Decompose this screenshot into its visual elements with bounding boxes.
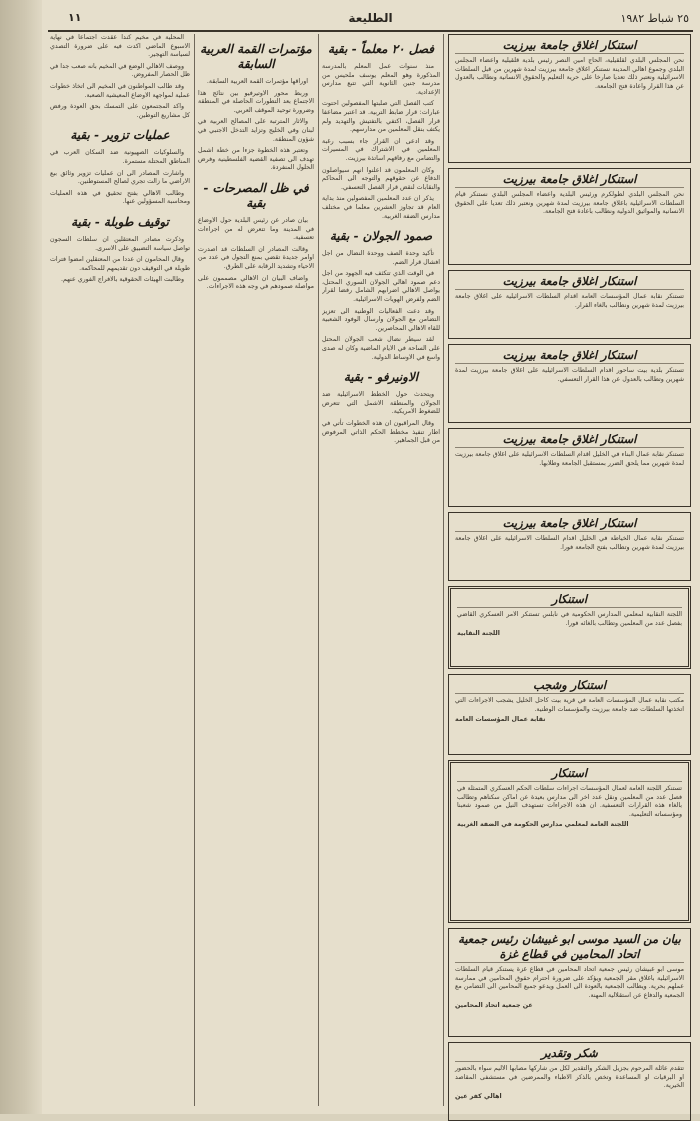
article-paragraph: لقد سيطر نضال شعب الجولان المحتل على الساحة في الايام الماضية وكان له صدى واسع في الاوساط الدولية. bbox=[322, 336, 440, 361]
notice-signature: اللجنة النقابية bbox=[457, 630, 500, 638]
notice-text: تستنكر نقابة عمال البناء في الخليل اقدام السلطات الاسرائيلية على اغلاق جامعة بيرزيت لمدة شهرين مما يلحق الضرر بمستقبل الجامعة وطلابها. bbox=[455, 451, 684, 467]
article-paragraph: يذكر ان عدد المعلمين المفصولين منذ بداية العام قد تجاوز العشرين معلما في مختلف مدارس الضفة الغربية. bbox=[322, 195, 440, 220]
page-binding-shadow bbox=[0, 0, 42, 1114]
article-column bbox=[198, 34, 314, 1106]
article-paragraph: والسلوكيات الصهيونية ضد السكان العرب في المناطق المحتلة مستمرة. bbox=[50, 149, 190, 165]
notice-title: استنكار bbox=[457, 592, 682, 608]
notice-text: تتقدم عائلة المرحوم بجزيل الشكر والتقدير لكل من شاركها مصابها الاليم سواء بالحضور او البرقيات او المساعدة وتخص بالذكر الاطباء والممرضين في مستشفى المقاصد الخيرية. bbox=[455, 1065, 684, 1090]
notice-title: استنكار اغلاق جامعة بيرزيت bbox=[455, 38, 684, 54]
notice-box bbox=[448, 512, 691, 581]
article-paragraph: تأكيد وحدة الصف ووحدة النضال من اجل افشال قرار الضم. bbox=[322, 250, 440, 266]
notice-title: استنكار اغلاق جامعة بيرزيت bbox=[455, 274, 684, 290]
notices-column bbox=[448, 34, 691, 1106]
article-paragraph: المحلية في مخيم كندا عقدت اجتماعا في نهاية الاسبوع الماضي اكدت فيه على ضرورة التصدي لسياسة التهجير. bbox=[50, 34, 190, 59]
notice-text: اللجنة النقابية لمعلمي المدارس الحكومية في نابلس تستنكر الامر العسكري القاضي بفصل عدد من المعلمين وتطالب بالغائه فورا. bbox=[457, 611, 682, 627]
article-paragraph: منذ سنوات عمل المعلم بالمدرسة المذكورة وهو المعلم يوسف ملحيس من مدرسة جنين الثانوية التي تتبع مدارس الإعدادية. bbox=[322, 63, 440, 96]
article-paragraph: وكان المعلمون قد اعلنوا انهم سيواصلون الدفاع عن حقوقهم والتوجه الى المحاكم والنقابات لنقض قرار الفصل التعسفي. bbox=[322, 166, 440, 191]
notice-box bbox=[448, 760, 691, 923]
notice-title: استنكار اغلاق جامعة بيرزيت bbox=[455, 172, 684, 188]
article-headline: صمود الجولان - بقية bbox=[329, 229, 433, 244]
article-paragraph: بيان صادر عن رئيس البلدية حول الاوضاع في المدينة وما تتعرض له من اجراءات تعسفية. bbox=[198, 216, 314, 242]
notice-title: بيان من السيد موسى ابو غبيشان رئيس جمعية اتحاد المحامين في قطاع غزة bbox=[455, 932, 684, 963]
article-paragraph: وقد دعت الفعاليات الوطنية الى تعزيز التضامن مع الجولان وارسال الوفود الشعبية للقاء الاهالي المحاصرين. bbox=[322, 307, 440, 332]
article-paragraph: ويتحدث حول الخطط الاسرائيلية ضد الجولان والمنطقة الاشمل التي تتعرض للضغوط الامريكية. bbox=[322, 391, 440, 416]
paper-name: الطليعة bbox=[348, 11, 393, 25]
article-headline: الاونيرفو - بقية bbox=[343, 370, 419, 385]
article-paragraph: وقالت المصادر ان السلطات قد اصدرت اوامر جديدة تقضي بمنع التجول في عدد من الاحياء وتشديد الرقابة على الطرق. bbox=[198, 245, 314, 270]
article-headline: مؤتمرات القمة العربية السابقة bbox=[200, 42, 312, 71]
column-rule bbox=[443, 34, 444, 1106]
notice-box bbox=[448, 1042, 691, 1121]
column-rule bbox=[318, 34, 319, 1106]
notice-title: استنكار وشجب bbox=[455, 678, 684, 694]
page-number: ١١ bbox=[68, 11, 82, 24]
issue-date: ٢٥ شباط ١٩٨٢ bbox=[620, 12, 689, 25]
article-headline: عمليات تزوير - بقية bbox=[70, 128, 170, 143]
notice-title: استنكار اغلاق جامعة بيرزيت bbox=[455, 516, 684, 532]
article-paragraph: كتب الفصل التي صلبتها المفصولين احتوت عبارات: قرار ضابط التربية. قد اعتبر مضاعفا قرار الفصل، اكتفي بالتفتيش والتهديد ولم يكتف بنقل المعلمين من مدارسهم. bbox=[322, 100, 440, 134]
notice-box bbox=[448, 344, 691, 423]
article-paragraph: وذكرت مصادر المعتقلين ان سلطات السجون تواصل سياسة التضييق على الاسرى. bbox=[50, 235, 190, 252]
article-paragraph: وقد ادعى ان القرار جاء بسبب رغبة المعلمين في الاشتراك في المسيرات والتضامن مع رفاقهم اساتذة بيرزيت. bbox=[322, 137, 440, 162]
article-paragraph: والاثار المترتبة على المصالح العربية في لبنان وفي الخليج وتزايد التدخل الاجنبي في شؤون المنطقة. bbox=[198, 118, 314, 143]
notice-text: تستنكر نقابة عمال المؤسسات العامة اقدام السلطات الاسرائيلية على اغلاق جامعة بيرزيت لمدة شهرين ونطالب بالغاء القرار. bbox=[455, 293, 684, 309]
notice-text: تستنكر بلدية بيت ساحور اقدام السلطات الاسرائيلية على اغلاق جامعة بيرزيت لمدة شهرين وتطالب بالعدول عن هذا القرار التعسفي. bbox=[455, 367, 684, 383]
notice-box bbox=[448, 586, 691, 669]
notice-signature: عن جمعية اتحاد المحامين bbox=[455, 1002, 533, 1010]
article-headline: فصل ٢٠ معلماً - بقية bbox=[327, 42, 435, 56]
notice-text: مكتب نقابة عمال المؤسسات العامة في قرية بيت كاحل الخليل يشجب الاجراءات التي اتخذتها السلطات ضد جامعة بيرزيت والمؤسسات الوطنية. bbox=[455, 697, 684, 713]
article-paragraph: ووصف الاهالي الوضع في المخيم بانه صعب جدا في ظل الحصار المفروض. bbox=[50, 62, 190, 79]
article-paragraph: وربط محور الاوتيرفيو بين نتائج هذا الاجتماع بعد التطورات الحاصلة في المنطقة وضرورة توحيد الموقف العربي. bbox=[198, 89, 314, 114]
article-paragraph: واضاف البيان ان الاهالي مصممون على مواصلة صمودهم في وجه هذه الاجراءات. bbox=[198, 274, 314, 291]
article-paragraph: وقال المراقبون ان هذه الخطوات تأتي في اطار تنفيذ مخطط الحكم الذاتي المرفوض من قبل الجماهير. bbox=[322, 420, 440, 445]
notice-box bbox=[448, 270, 691, 339]
article-paragraph: واشارت المصادر الى ان عمليات تزوير وثائق بيع الاراضي ما زالت تجري لصالح المستوطنين. bbox=[50, 169, 190, 186]
notice-title: استنكار bbox=[457, 766, 682, 782]
notice-box bbox=[448, 168, 691, 265]
column-rule bbox=[194, 34, 195, 1106]
notice-box bbox=[448, 928, 691, 1037]
article-column bbox=[50, 34, 190, 1106]
notice-box bbox=[448, 34, 691, 163]
notice-text: تستنكر اللجنة العامة لعمال المؤسسات اجراءات سلطات الحكم العسكري المتمثلة في فصل عدد من المعلمين ونقل عدد اخر الى مدارس بعيدة عن اماكن سكناهم وتطالب بالغاء هذه القرارات التعسفية. ان هذه الاجراءات تستهدف النيل من صمود شعبنا ومؤسساته التعليمية. bbox=[457, 785, 682, 818]
notice-text: نحن المجلس البلدي لقلقيلية، الحاج امين النصر رئيس بلدية قلقيلية واعضاء المجلس البلدي وجموع اهالي المدينة نستنكر اغلاق جامعة بيرزيت لمدة شهرين من قبل السلطات الاسرائيلية ونعتبر ذلك تعديا صارخا على حرية التعليم والحقوق الانسانية ونطالب بالعدول عن هذا القرار واعادة فتح الجامعة. bbox=[455, 57, 684, 90]
article-paragraph: في الوقت الذي تتكثف فيه الجهود من اجل دعم صمود اهالي الجولان السوري المحتل، يواصل الاهالي اضرابهم الشامل رفضا لقرار الضم ولفرض الهويات الاسرائيلية. bbox=[322, 270, 440, 304]
article-paragraph: وطالبت الهيئات الحقوقية بالافراج الفوري عنهم. bbox=[60, 276, 184, 284]
notice-signature: نقابة عمال المؤسسات العامة bbox=[455, 716, 546, 724]
article-paragraph: وطالب الاهالي بفتح تحقيق في هذه العمليات ومحاسبة المسؤولين عنها. bbox=[50, 189, 190, 206]
notice-box bbox=[448, 428, 691, 507]
notice-text: نحن المجلس البلدي لطولكرم ورئيس البلدية واعضاء المجلس البلدي نستنكر قيام السلطات الاسرائيلية باغلاق جامعة بيرزيت لمدة شهرين ونعتبر ذلك تعديا على الحقوق الانسانية والمواثيق الدولية ونطالب باعادة فتح الجامعة. bbox=[455, 191, 684, 216]
article-paragraph: وقد طالب المواطنون في المخيم الى اتخاذ خطوات عملية لمواجهة الاوضاع المعيشية الصعبة. bbox=[50, 82, 190, 99]
notice-text: موسى ابو غبيشان رئيس جمعية اتحاد المحامين في قطاع غزة يستنكر قيام السلطات الاسرائيلية باغلاق مقر الجمعية ويؤكد على ضرورة احترام حقوق المحامين في ممارسة عملهم بحرية. ويطالب الجمعية بالعودة الى العمل ويدعو جميع المحامين الى التضامن مع الجمعية والدفاع عن استقلالية المهنة. bbox=[455, 966, 684, 999]
article-headline: في ظل المصرحات - بقية bbox=[203, 180, 309, 210]
article-column bbox=[322, 34, 440, 1106]
notice-title: استنكار اغلاق جامعة بيرزيت bbox=[455, 348, 684, 364]
notice-title: استنكار اغلاق جامعة بيرزيت bbox=[455, 432, 684, 448]
article-headline: توقيف طوبلة - بقية bbox=[71, 214, 169, 229]
notice-box bbox=[448, 674, 691, 755]
notice-title: شكر وتقدير bbox=[455, 1046, 684, 1062]
article-paragraph: وتعتبر هذه الخطوة جزءا من خطة اشمل تهدف الى تصفية القضية الفلسطينية وفرض الحلول المنفردة. bbox=[198, 147, 314, 172]
article-paragraph: وقال المحامون ان عددا من المعتقلين امضوا فترات طويلة في التوقيف دون تقديمهم للمحاكمة. bbox=[50, 256, 190, 272]
notice-text: تستنكر نقابة عمال الخياطة في الخليل اقدام السلطات الاسرائيلية على اغلاق جامعة بيرزيت لمدة شهرين وتطالب بفتح الجامعة فورا. bbox=[455, 535, 684, 551]
notice-signature: اللجنة العامة لمعلمي مدارس الحكومة في الضفة الغربية bbox=[457, 821, 629, 829]
article-paragraph: اوراقها مؤتمرات القمة العربية السابقة. bbox=[206, 78, 308, 85]
article-paragraph: واكد المجتمعون على التمسك بحق العودة ورفض كل مشاريع التوطين. bbox=[50, 103, 190, 119]
page-header bbox=[48, 8, 693, 32]
notice-signature: اهالي كفر عين bbox=[455, 1092, 502, 1100]
